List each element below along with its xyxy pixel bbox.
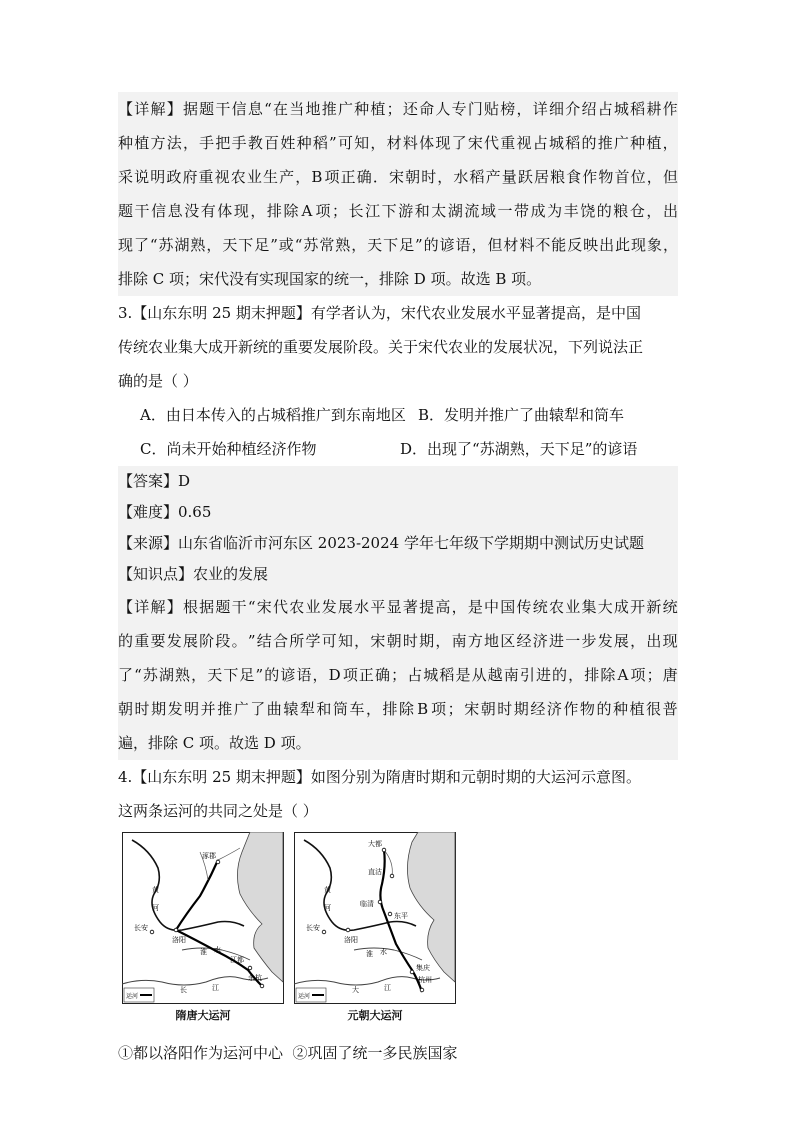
map-label: 涿郡: [202, 852, 216, 860]
map-label: 黄: [324, 886, 331, 894]
q4-sub-items: ①都以洛阳作为运河中心 ②巩固了统一多民族国家: [118, 1044, 458, 1062]
q3-detail-line: 遍，排除 C 项。故选 D 项。: [118, 734, 311, 752]
map-label: 洛阳: [344, 936, 358, 944]
q3-stem-line: 传统农业集大成开新统的重要发展阶段。关于宋代农业的发展状况，下列说法正: [118, 338, 644, 356]
document-page: [118, 92, 678, 1070]
map-label: 水: [214, 946, 221, 954]
q3-options: [118, 398, 678, 466]
q3-option-d[interactable]: D．出现了“苏湖熟，天下足”的谚语: [400, 440, 638, 458]
map-yuan-title: 元朝大运河: [347, 1009, 403, 1022]
q2-detail-block: [118, 92, 678, 296]
map-label: 黄: [152, 886, 159, 894]
q3-knowledge: 【知识点】农业的发展: [118, 565, 269, 583]
map-label: 长: [180, 986, 187, 994]
map-label: 河: [152, 904, 159, 912]
q4-maps: [118, 832, 678, 1028]
map-label: 水: [380, 948, 387, 956]
map-yuan-figure: [294, 832, 456, 1004]
q2-detail-line: 排除 C 项；宋代没有实现国家的统一，排除 D 项。故选 B 项。: [118, 270, 542, 288]
q4-stem-line: 4.【山东东明 25 期末押题】如图分别为隋唐时期和元朝时期的大运河示意图。: [118, 768, 641, 786]
map-label: 集庆: [416, 964, 430, 972]
q3-detail-line: 了 “ 苏 湖 熟 ， 天 下 足 ” 的 谚 语 ， D 项 正 确 ； 占 城 稻 是 从 越 南 引 进 的 ， 排 除 A 项 ； 唐: [118, 666, 678, 684]
q2-detail-line: 现 了 “ 苏 湖 熟 ， 天 下 足 ” 或 “ 苏 常 熟 ， 天 下 足 ” 的 谚 语 ， 但 材 料 不 能 反 映 出 此 现 象 ，: [118, 236, 678, 254]
map-label: 临清: [360, 900, 374, 908]
q2-detail-line: 种 植 方 法 ， 手 把 手 教 百 姓 种 稻 ” 可 知 ， 材 料 体 现 了 宋 代 重 视 占 城 稻 的 推 广 种 植 ，: [118, 134, 678, 152]
q2-detail-line: 【 详 解 】 据 题 干 信 息 “ 在 当 地 推 广 种 植 ； 还 命 人 专 门 贴 榜 ， 详 细 介 绍 占 城 稻 耕 作: [118, 100, 678, 118]
map-label: 余杭: [248, 974, 262, 982]
map-legend-label: 运河: [126, 993, 139, 1000]
q3-source: 【来源】山东省临沂市河东区 2023-2024 学年七年级下学期期中测试历史试题: [118, 534, 644, 552]
q3-option-a[interactable]: A．由日本传入的占城稻推广到东南地区: [140, 406, 406, 424]
map-label: 洛阳: [172, 936, 186, 944]
map-label: 大都: [368, 840, 382, 848]
map-label: 江: [212, 984, 219, 992]
q3-answer-block: [118, 466, 678, 760]
q2-detail-line: 采 说 明 政 府 重 视 农 业 生 产 ， B 项 正 确 ． 宋 朝 时 ， 水 稻 产 量 跃 居 粮 食 作 物 首 位 ， 但: [118, 168, 678, 186]
map-sui-tang-figure: [122, 832, 284, 1004]
q4-stem: [118, 760, 678, 828]
map-label: 直沽: [368, 868, 382, 876]
map-label: 淮: [366, 950, 373, 958]
q4-stem-line: 这两条运河的共同之处是（ ）: [118, 802, 318, 820]
map-yuan: [294, 832, 456, 1023]
q3-option-b[interactable]: B．发明并推广了曲辕犁和筒车: [418, 406, 625, 424]
q3-stem-line: 确的是（ ）: [118, 372, 198, 390]
map-label: 河: [324, 904, 331, 912]
map-label: 长安: [134, 924, 148, 932]
map-label: 东平: [394, 912, 408, 920]
map-legend-label: 运河: [298, 993, 311, 1000]
map-label: 江: [384, 984, 391, 992]
q3-option-c[interactable]: C．尚未开始种植经济作物: [140, 440, 317, 458]
map-sui-tang: [122, 832, 284, 1023]
q3-stem: [118, 296, 678, 398]
map-label: 杭州: [418, 976, 432, 984]
q2-detail-line: 题 干 信 息 没 有 体 现 ， 排 除 A 项 ； 长 江 下 游 和 太 湖 流 域 一 带 成 为 丰 饶 的 粮 仓 ， 出: [118, 202, 678, 220]
map-label: 淮: [200, 948, 207, 956]
q3-stem-line: 3.【山东东明 25 期末押题】有学者认为，宋代农业发展水平显著提高，是中国: [118, 304, 641, 322]
map-label: 大: [352, 986, 359, 994]
q3-detail-line: 的 重 要 发 展 阶 段 。 ” 结 合 所 学 可 知 ， 宋 朝 时 期 ， 南 方 地 区 经 济 进 一 步 发 展 ， 出 现: [118, 632, 678, 650]
map-label: 江都: [230, 956, 244, 964]
q3-difficulty: 【难度】0.65: [118, 503, 212, 521]
q3-answer: 【答案】D: [118, 472, 191, 490]
q3-detail-line: 【 详 解 】 根 据 题 干 “ 宋 代 农 业 发 展 水 平 显 著 提 高 ， 是 中 国 传 统 农 业 集 大 成 开 新 统: [118, 598, 678, 616]
map-label: 长安: [306, 924, 320, 932]
map-sui-tang-title: 隋唐大运河: [175, 1009, 231, 1022]
q3-detail-line: 朝 时 期 发 明 并 推 广 了 曲 辕 犁 和 筒 车 ， 排 除 B 项 ； 宋 朝 时 期 经 济 作 物 的 种 植 很 普: [118, 700, 678, 718]
